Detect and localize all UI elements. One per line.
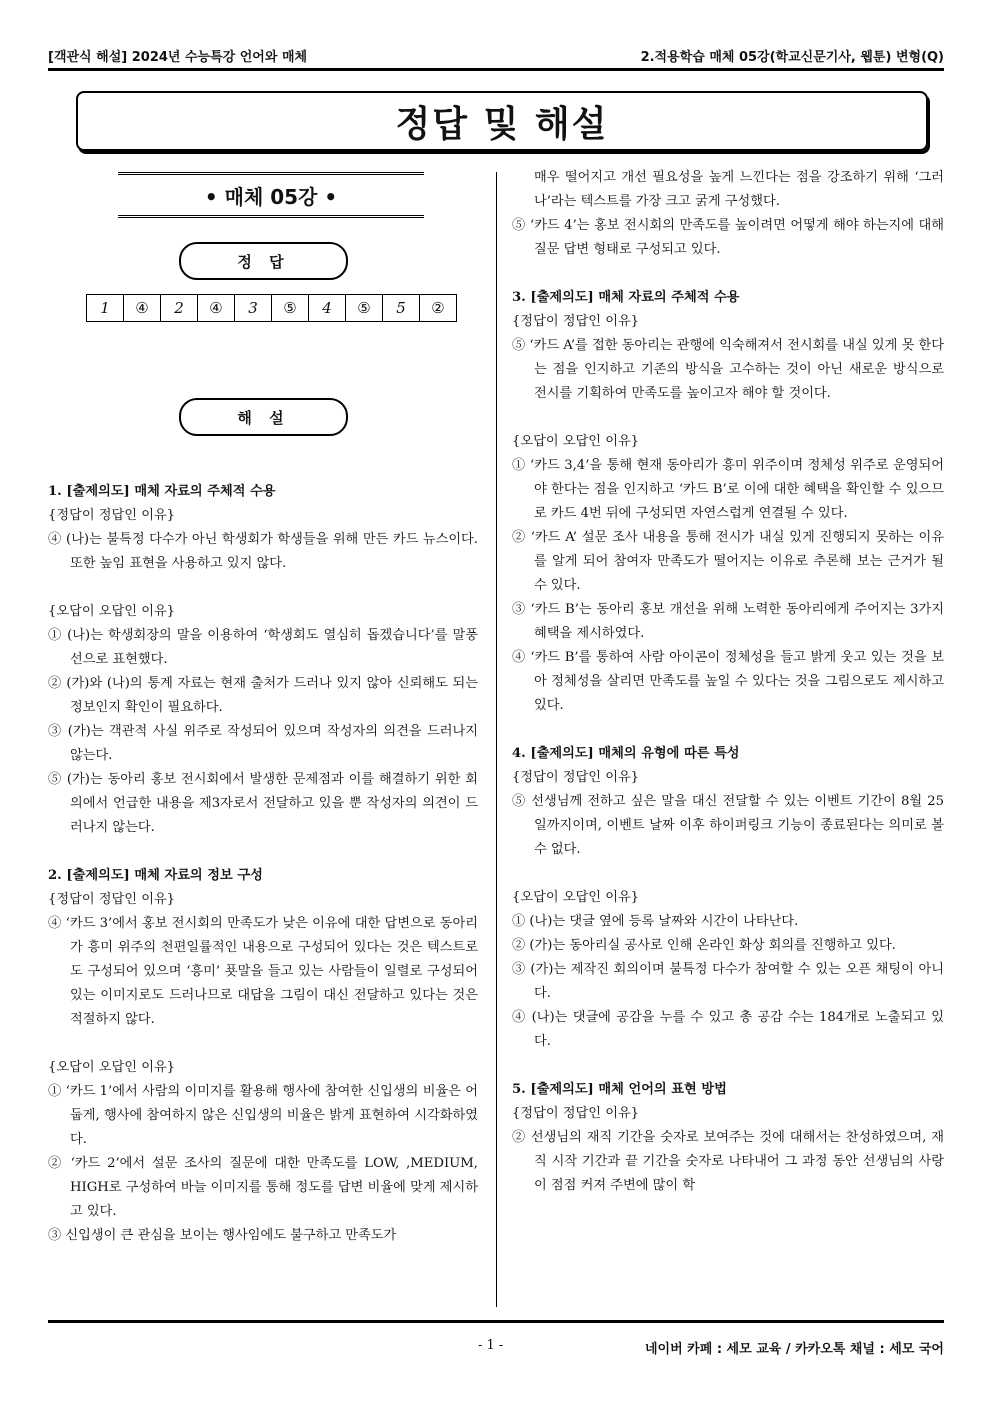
explanation-item: ④ ‘카드 B’를 통하여 사람 아이콘이 정체성을 들고 밝게 웃고 있는 것을 보아 정체성을 살리면 만족도를 높일 수 있다는 것을 그림으로도 제시하고 있다. (512, 650, 944, 713)
reason-label: {정답이 정답인 이유} (48, 508, 176, 523)
page-title: 정답 및 해설 (76, 91, 928, 151)
reason-label: {정답이 정답인 이유} (512, 1106, 640, 1121)
reason-label: {오답이 오답인 이유} (48, 1060, 176, 1075)
explanation-item: ① ‘카드 1’에서 사람의 이미지를 활용해 행사에 참여한 신입생의 비율은 어둡게, 행사에 참여하지 않은 신입생의 비율은 밝게 표현하여 시각화하였다. (48, 1084, 478, 1147)
reason-label: {오답이 오답인 이유} (512, 890, 640, 905)
right-column (512, 166, 944, 1198)
footer-rule (48, 1320, 944, 1323)
answer-question-number: 1 (87, 295, 124, 322)
explanation-item: ③ (가)는 객관적 사실 위주로 작성되어 있으며 작성자의 의견을 드러나지 않는다. (48, 724, 478, 763)
explanation-item: ② 선생님의 재직 기간을 숫자로 보여주는 것에 대해서는 찬성하였으며, 재직 시작 기간과 끝 기간을 숫자로 나타내어 그 과정 동안 선생님의 사랑이 점점 커져 주변에 많이 학 (512, 1130, 944, 1193)
answer-choice: ⑤ (346, 295, 383, 322)
unit-title: • 매체 05강 • (118, 172, 424, 218)
explanation-item: ① (나)는 학생회장의 말을 이용하여 ‘학생회도 열심히 돕겠습니다’를 말풍선으로 표현했다. (48, 628, 478, 667)
page-footer (48, 1336, 944, 1358)
page-number: - 1 - (478, 1338, 504, 1353)
paragraph-spacer (48, 840, 478, 864)
column-divider (496, 172, 497, 1307)
explanation-item: ⑤ ‘카드 A’를 접한 동아리는 관행에 익숙해져서 전시회를 내실 있게 못 한다는 점을 인지하고 기존의 방식을 고수하는 것이 아닌 새로운 방식으로 전시를 기획하여 만족도를 높이고자 해야 할 것이다. (512, 338, 944, 401)
header-right-text: 2.적용학습 매체 05강(학교신문기사, 웹툰) 변형(Q) (640, 50, 944, 65)
header-rule (48, 68, 944, 71)
question-heading: 3. [출제의도] 매체 자료의 주체적 수용 (512, 290, 740, 305)
paragraph-spacer (48, 1032, 478, 1056)
reason-label: {정답이 정답인 이유} (512, 770, 640, 785)
reason-label: {정답이 정답인 이유} (512, 314, 640, 329)
left-column (48, 480, 478, 1248)
question-heading: 5. [출제의도] 매체 언어의 표현 방법 (512, 1082, 727, 1097)
answer-choice: ④ (124, 295, 161, 322)
explanation-item: ③ ‘카드 B’는 동아리 홍보 개선을 위해 노력한 동아리에게 주어지는 3가지 혜택을 제시하였다. (512, 602, 944, 641)
answer-choice: ⑤ (272, 295, 309, 322)
paragraph-spacer (512, 262, 944, 286)
explanation-item: ① (나)는 댓글 옆에 등록 날짜와 시간이 나타난다. (512, 914, 799, 929)
reason-label: {오답이 오답인 이유} (48, 604, 176, 619)
answer-table (86, 294, 457, 322)
explanation-item: ④ (나)는 불특정 다수가 아닌 학생회가 학생들을 위해 만든 카드 뉴스이다. 또한 높임 표현을 사용하고 있지 않다. (48, 532, 478, 571)
explanation-item: ② (가)와 (나)의 통계 자료는 현재 출처가 드러나 있지 않아 신뢰해도 되는 정보인지 확인이 필요하다. (48, 676, 478, 715)
paragraph-spacer (512, 718, 944, 742)
page-header (48, 42, 944, 64)
explanation-item-continued: 매우 떨어지고 개선 필요성을 높게 느낀다는 점을 강조하기 위해 ‘그러나’라는 텍스트를 가장 크고 굵게 구성했다. (534, 170, 944, 209)
explanation-item: ③ 신입생이 큰 관심을 보이는 행사임에도 불구하고 만족도가 (48, 1228, 397, 1243)
answer-question-number: 4 (309, 295, 346, 322)
question-heading: 2. [출제의도] 매체 자료의 정보 구성 (48, 868, 263, 883)
explanation-item: ④ (나)는 댓글에 공감을 누를 수 있고 총 공감 수는 184개로 노출되고 있다. (512, 1010, 944, 1049)
explanation-section-label: 해 설 (179, 398, 348, 436)
reason-label: {오답이 오답인 이유} (512, 434, 640, 449)
question-heading: 1. [출제의도] 매체 자료의 주체적 수용 (48, 484, 276, 499)
footer-credit: 네이버 카페 : 세모 교육 / 카카오톡 채널 : 세모 국어 (644, 1342, 944, 1357)
reason-label: {정답이 정답인 이유} (48, 892, 176, 907)
answer-row (87, 295, 457, 322)
answer-choice: ④ (198, 295, 235, 322)
answer-section-label: 정 답 (179, 242, 348, 280)
explanation-item: ① ‘카드 3,4’을 통해 현재 동아리가 흥미 위주이며 정체성 위주로 운영되어야 한다는 점을 인지하고 ‘카드 B’로 이에 대한 혜택을 확인할 수 있으므로 카드 4번 뒤에 구성되면 자연스럽게 연결될 수 있다. (512, 458, 944, 521)
answer-question-number: 5 (383, 295, 420, 322)
explanation-item: ② ‘카드 2’에서 설문 조사의 질문에 대한 만족도를 LOW, ,MEDIUM, HIGH로 구성하여 바늘 이미지를 통해 정도를 답변 비율에 맞게 제시하고 있다. (48, 1156, 478, 1219)
answer-question-number: 2 (161, 295, 198, 322)
explanation-item: ⑤ (가)는 동아리 홍보 전시회에서 발생한 문제점과 이를 해결하기 위한 회의에서 언급한 내용을 제3자로서 전달하고 있을 뿐 작성자의 의견이 드러나지 않는다. (48, 772, 478, 835)
answer-choice: ② (420, 295, 457, 322)
explanation-item: ④ ‘카드 3’에서 홍보 전시회의 만족도가 낮은 이유에 대한 답변으로 동아리가 흥미 위주의 천편일률적인 내용으로 구성되어 있다는 것은 텍스트로도 구성되어 있으며 ‘흥미’ 푯말을 들고 있는 사람들이 일렬로 구성되어있는 이미지로도 드러나므로 대답을 그림이 대신 전달하고 있다는 것은 적절하지 않다. (48, 916, 478, 1027)
explanation-item: ② (가)는 동아리실 공사로 인해 온라인 화상 회의를 진행하고 있다. (512, 938, 896, 953)
paragraph-spacer (512, 862, 944, 886)
header-left-text: [객관식 해설] 2024년 수능특강 언어와 매체 (48, 50, 308, 65)
explanation-item: ⑤ 선생님께 전하고 싶은 말을 대신 전달할 수 있는 이벤트 기간이 8월 25일까지이며, 이벤트 날짜 이후 하이퍼링크 기능이 종료된다는 의미로 볼 수 없다. (512, 794, 944, 857)
paragraph-spacer (512, 1054, 944, 1078)
paragraph-spacer (48, 576, 478, 600)
explanation-item: ② ‘카드 A’ 설문 조사 내용을 통해 전시가 내실 있게 진행되지 못하는 이유를 알게 되어 참여자 만족도가 떨어지는 이유로 추론해 보는 근거가 될 수 있다. (512, 530, 944, 593)
question-heading: 4. [출제의도] 매체의 유형에 따른 특성 (512, 746, 740, 761)
paragraph-spacer (512, 406, 944, 430)
explanation-item: ③ (가)는 제작진 회의이며 불특정 다수가 참여할 수 있는 오픈 채팅이 아니다. (512, 962, 944, 1001)
explanation-item: ⑤ ‘카드 4’는 홍보 전시회의 만족도를 높이려면 어떻게 해야 하는지에 대해 질문 답변 형태로 구성되고 있다. (512, 218, 944, 257)
answer-question-number: 3 (235, 295, 272, 322)
